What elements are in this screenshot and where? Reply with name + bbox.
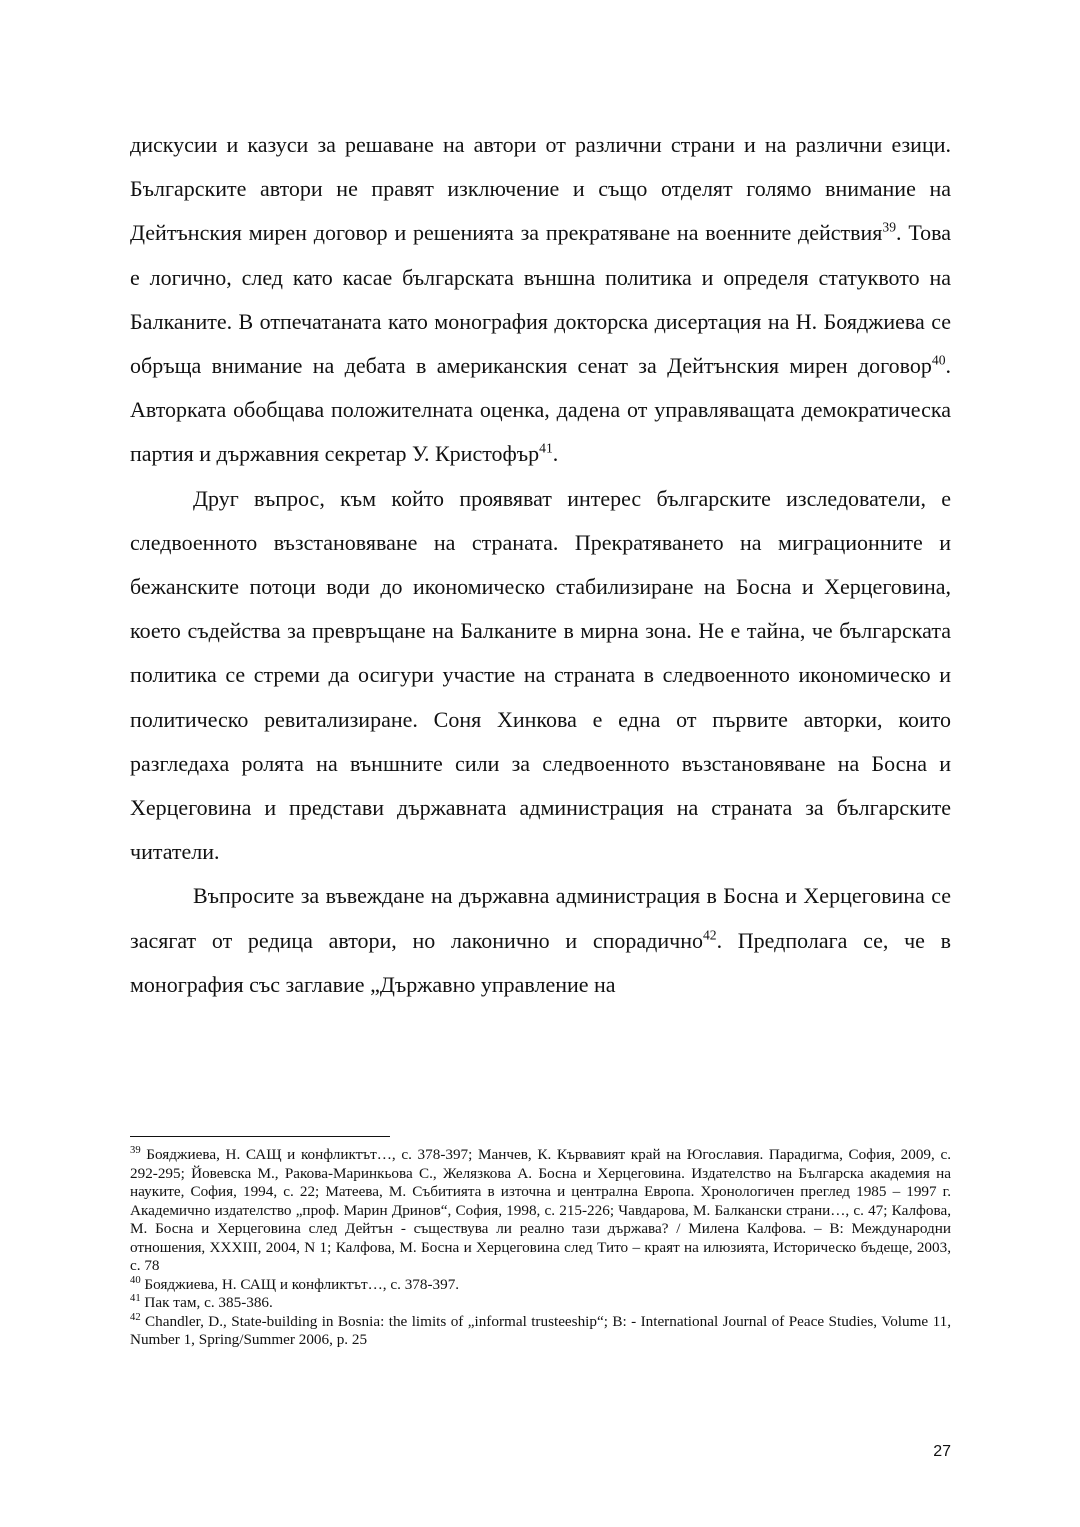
paragraph-2: Друг въпрос, към който проявяват интерес българските изследователи, е следвоенното възстановяване на страната. Прекратяването на миграционните и бежанските потоци води до икономическо стабилизиране на Босна и Херцеговина, което съдейства за превръщане на Балканите в мирна зона. Не е тайна, че българската политика се стреми да осигури участие на страната в следвоенното икономическо и политическо ревитализиране. Соня Хинкова е една от първите авторки, които разгледаха ролята на външните сили за следвоенното възстановяване на Босна и Херцеговина и представи държавната администрация на страната за българските читатели. (130, 485, 951, 865)
paragraph-3-text-a: Въпросите за въвеждане на държавна администрация в Босна и Херцеговина се засягат от редица автори, но лаконично и спорадично (130, 883, 951, 953)
footnote-40 (130, 1276, 951, 1295)
footnote-text: Бояджиева, Н. САЩ и конфликтът…, с. 378-397. (140, 1275, 460, 1293)
footnotes (130, 1146, 951, 1350)
footnote-41 (130, 1294, 951, 1313)
footnote-ref-41[interactable]: 41 (539, 441, 553, 457)
footnote-text: Chandler, D., State-building in Bosnia: the limits of „informal trusteeship“; В: - International Journal of Peace Studies, Volume 11, Number 1, Spring/Summer 2006, p. 25 (130, 1312, 951, 1348)
footnote-text: Бояджиева, Н. САЩ и конфликтът…, с. 378-397; Манчев, К. Кървавият край на Югославия. Парадигма, София, 2009, с. 292-295; Йовевска М., Ракова-Маринкьова С., Желязкова А. Босна и Херцеговина. Издателство на Българска академия на науките, София, 1994, с. 22; Матеева, М. Събитията в източна и централна Европа. Хронологичен преглед 1985 – 1997 г. Академично издателство „проф. Марин Дринов“, София, 1998, с. 215-226; Чавдарова, М. Балкански страни…, с. 47; Калфова, М. Босна и Херцеговина след Дейтън - съществува ли реално тази държава? / Милена Калфова. – В: Международни отношения, XXXIII, 2004, N 1; Калфова, М. Босна и Херцеговина след Тито – краят на илюзията, Историческо бъдеще, 2003, с. 78 (130, 1146, 951, 1274)
footnote-text: Пак там, с. 385-386. (140, 1294, 273, 1311)
page-number: 27 (933, 1443, 951, 1460)
footnote-number: 39 (130, 1144, 141, 1156)
paragraph-1-text-d: . (552, 441, 559, 467)
paragraph-3 (130, 874, 951, 1007)
footnote-39 (130, 1146, 951, 1276)
paragraph-1 (130, 123, 951, 477)
main-text (130, 123, 951, 1007)
paragraph-1-text-c: . Авторката обобщава положителната оценка, дадена от управляващата демократическа партия и държавния секретар У. Кристофър (130, 353, 951, 467)
footnote-number: 42 (130, 1311, 141, 1323)
paragraph-3-text-b: . Предполага се, че в монография със заглавие „Държавно управление на (130, 927, 951, 997)
footnote-number: 40 (130, 1274, 141, 1286)
paragraph-1-text-a: дискусии и казуси за решаване на автори от различни страни и на различни езици. Българските автори не правят изключение и също отделят голямо внимание на Дейтънския мирен договор и решенията за прекратяване на военните действия (130, 132, 951, 246)
footnote-42 (130, 1313, 951, 1350)
paragraph-1-text-b: . Това е логично, след като касае българската външна политика и определя статуквото на Балканите. В отпечатаната като монография докторска дисертация на Н. Бояджиева се обръща внимание на дебата в американския сенат за Дейтънския мирен договор (130, 220, 951, 379)
footnote-ref-40[interactable]: 40 (931, 352, 946, 368)
footnote-number: 41 (130, 1292, 141, 1304)
footnote-ref-39[interactable]: 39 (882, 220, 897, 236)
footnote-separator (130, 1136, 390, 1137)
footnote-ref-42[interactable]: 42 (702, 927, 717, 943)
